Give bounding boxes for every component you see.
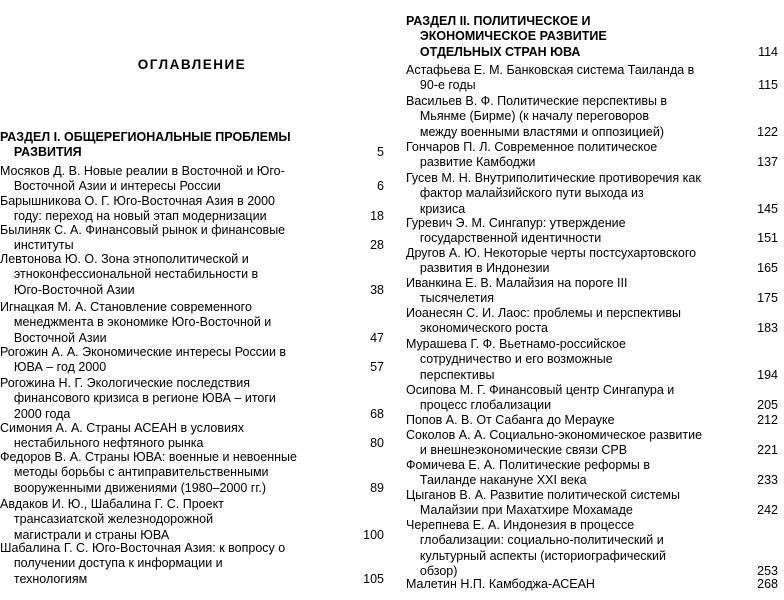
toc-page-number: 242 (757, 503, 778, 518)
toc-entry-line: РАЗВИТИЯ (0, 145, 82, 160)
toc-entry-line: финансового кризиса в регионе ЮВА – итоги (0, 391, 276, 406)
toc-page-number: 194 (757, 367, 778, 382)
toc-entry-text (406, 63, 778, 94)
toc-page-number: 105 (363, 571, 384, 586)
toc-entry (406, 488, 778, 519)
toc-page-number: 183 (757, 321, 778, 336)
toc-entry (406, 63, 778, 94)
toc-page-number: 6 (377, 179, 384, 194)
toc-entry-text (0, 300, 384, 346)
toc-entry-line: Другов А. Ю. Некоторые черты постсухартовского (406, 246, 697, 260)
toc-page-number: 115 (758, 78, 778, 93)
toc-entry-line: РАЗДЕЛ I. ОБЩЕРЕГИОНАЛЬНЫЕ ПРОБЛЕМЫ (0, 130, 291, 144)
toc-page-number: 18 (370, 209, 384, 224)
toc-entry (0, 252, 384, 298)
toc-entry-line: Астафьева Е. М. Банковская система Таиланда в (406, 63, 695, 77)
toc-page-number: 80 (370, 436, 384, 451)
toc-entry-line: Мьянме (Бирме) (к началу переговоров (406, 109, 650, 124)
toc-page-number: 175 (757, 291, 778, 306)
toc-entry-line: и внешнеэкономические связи СРВ (406, 443, 628, 458)
toc-entry-line: Рогожин А. А. Экономические интересы России в (0, 345, 287, 359)
toc-entry-line: Попов А. В. От Сабанга до Мерауке (406, 413, 615, 427)
toc-entry (0, 450, 384, 496)
toc-entry-line: Таиланде накануне XXI века (406, 473, 587, 488)
toc-page-number: 253 (757, 564, 778, 579)
toc-page-number: 233 (757, 473, 778, 488)
toc-entry (0, 164, 384, 195)
toc-entry (0, 194, 384, 225)
toc-section-heading (406, 14, 778, 60)
toc-entry-line: Иванкина Е. В. Малайзия на пороге III (406, 276, 628, 290)
toc-entry-line: государственной идентичности (406, 231, 602, 246)
toc-entry-line: получении доступа к информации и (0, 556, 223, 571)
toc-entry (406, 216, 778, 247)
toc-entry-line: кризиса (406, 201, 466, 216)
toc-page-number: 100 (363, 527, 384, 542)
toc-entry (0, 300, 384, 346)
toc-entry-line: Гусев М. Н. Внутриполитические противоречия как (406, 171, 701, 185)
toc-entry (406, 577, 778, 592)
toc-entry (406, 171, 778, 217)
toc-entry-text (0, 130, 384, 161)
toc-entry-line: культурный аспекты (историографический (406, 548, 666, 563)
toc-entry-line: Игнацкая М. А. Становление современного (0, 300, 252, 314)
toc-entry-text (0, 164, 384, 195)
toc-entry (406, 276, 778, 307)
toc-page-number: 145 (757, 201, 778, 216)
toc-page-number: 137 (757, 155, 778, 170)
toc-entry-line: технологиям (0, 571, 88, 586)
toc-entry-line: Шабалина Г. С. Юго-Восточная Азия: к вопросу о (0, 541, 286, 555)
toc-entry-line: фактор малайзийского пути выхода из (406, 186, 644, 201)
toc-entry-text (0, 252, 384, 298)
toc-page-number: 57 (370, 360, 384, 375)
toc-entry (0, 376, 384, 422)
toc-entry-text (406, 216, 778, 247)
toc-entry-text (406, 306, 778, 337)
toc-entry-line: нестабильного нефтяного рынка (0, 436, 204, 451)
toc-entry-text (0, 194, 384, 225)
toc-entry-line: Восточной Азии и интересы России (0, 179, 221, 194)
toc-entry-line: глобализации: социально-политический и (406, 533, 664, 548)
toc-entry-text (406, 337, 778, 383)
toc-entry-text (406, 276, 778, 307)
toc-page-number: 212 (757, 413, 778, 427)
toc-page-number: 221 (757, 443, 778, 458)
toc-page-number: 68 (370, 406, 384, 421)
toc-entry (406, 428, 778, 459)
toc-entry-line: магистрали и страны ЮВА (0, 527, 170, 542)
toc-entry-line: развития в Индонезии (406, 261, 550, 276)
toc-entry-text (0, 223, 384, 254)
toc-entry-line: Былиняк С. А. Финансовый рынок и финансовые (0, 223, 286, 237)
toc-entry-text (406, 246, 778, 277)
toc-entry (406, 306, 778, 337)
toc-entry-line: Левтонова Ю. О. Зона этнополитической и (0, 252, 249, 266)
toc-entry-text (0, 376, 384, 422)
toc-entry-line: Малайзии при Махатхире Мохамаде (406, 503, 633, 518)
toc-entry-line: перспективы (406, 367, 495, 382)
toc-entry-line: году: переход на новый этап модернизации (0, 209, 267, 224)
toc-entry-text (406, 428, 778, 459)
toc-page-number: 47 (370, 330, 384, 345)
toc-entry-text (0, 497, 384, 543)
toc-entry-text (406, 518, 778, 580)
toc-entry-line: 2000 года (0, 406, 71, 421)
toc-entry (0, 345, 384, 376)
toc-entry (406, 458, 778, 489)
toc-entry-text (0, 541, 384, 587)
toc-entry-text (406, 488, 778, 519)
toc-entry-line: ОТДЕЛЬНЫХ СТРАН ЮВА (406, 44, 581, 59)
toc-entry-line: Иоанесян С. И. Лаос: проблемы и перспективы (406, 306, 681, 320)
toc-page-number: 28 (370, 238, 384, 253)
toc-entry-line: Гончаров П. Л. Современное политическое (406, 140, 658, 154)
toc-page-number: 151 (757, 231, 778, 246)
toc-entry (406, 518, 778, 580)
toc-entry-line: методы борьбы с антиправительственными (0, 465, 269, 480)
toc-entry (406, 413, 778, 428)
toc-entry-line: Гуревич Э. М. Сингапур: утверждение (406, 216, 626, 230)
toc-entry-line: этноконфессиональной нестабильности в (0, 267, 259, 282)
toc-entry-text (406, 577, 778, 592)
toc-entry-line: Федоров В. А. Страны ЮВА: военные и невоенные (0, 450, 297, 464)
toc-entry-text (406, 171, 778, 217)
toc-entry-text (406, 413, 778, 428)
toc-page-number: 268 (757, 577, 778, 591)
toc-entry-line: сотрудничество и его возможные (406, 352, 613, 367)
toc-entry-line: Осипова М. Г. Финансовый центр Сингапура и (406, 383, 675, 397)
toc-entry (406, 246, 778, 277)
toc-section-heading (0, 130, 384, 161)
toc-entry-text (406, 458, 778, 489)
toc-entry-line: Мосяков Д. В. Новые реалии в Восточной и Юго- (0, 164, 285, 178)
toc-page-number: 38 (370, 282, 384, 297)
toc-entry-text (0, 450, 384, 496)
toc-entry-text (0, 345, 384, 376)
toc-entry-line: Мурашева Г. Ф. Вьетнамо-российское (406, 337, 626, 351)
toc-page-number: 5 (377, 145, 384, 160)
toc-entry-line: тысячелетия (406, 291, 494, 306)
toc-entry (0, 421, 384, 452)
toc-entry-text (0, 421, 384, 452)
toc-entry-line: Фомичева Е. А. Политические реформы в (406, 458, 651, 472)
toc-entry-line: ЭКОНОМИЧЕСКОЕ РАЗВИТИЕ (406, 29, 607, 44)
toc-entry-line: РАЗДЕЛ II. ПОЛИТИЧЕСКОЕ И (406, 14, 591, 28)
toc-entry-line: Восточной Азии (0, 330, 107, 345)
toc-entry (0, 497, 384, 543)
toc-entry-line: Симония А. А. Страны АСЕАН в условиях (0, 421, 245, 435)
toc-title: ОГЛАВЛЕНИЕ (137, 57, 247, 72)
toc-entry (406, 140, 778, 171)
toc-page-number: 205 (757, 398, 778, 413)
toc-entry-line: развитие Камбоджи (406, 155, 536, 170)
toc-entry-text (406, 94, 778, 140)
toc-entry (0, 541, 384, 587)
toc-entry-line: институты (0, 238, 74, 253)
toc-entry-line: обзор) (406, 564, 458, 579)
toc-entry (0, 223, 384, 254)
toc-page-number: 89 (370, 480, 384, 495)
toc-page-number: 165 (757, 261, 778, 276)
toc-entry-line: Юго-Восточной Азии (0, 282, 135, 297)
toc-entry-line: Соколов А. А. Социально-экономическое развитие (406, 428, 703, 442)
toc-entry-text (406, 14, 778, 60)
toc-entry-line: Авдаков И. Ю., Шабалина Г. С. Проект (0, 497, 224, 511)
toc-entry-line: между военными властями и оппозицией) (406, 124, 665, 139)
toc-entry-line: 90-е годы (406, 78, 476, 93)
toc-entry-line: Барышникова О. Г. Юго-Восточная Азия в 2000 (0, 194, 275, 208)
toc-entry-line: Рогожина Н. Г. Экологические последствия (0, 376, 251, 390)
toc-entry (406, 337, 778, 383)
toc-entry-text (406, 383, 778, 414)
toc-page-number: 114 (758, 44, 778, 59)
toc-entry-line: Малетин Н.П. Камбоджа-АСЕАН (406, 577, 595, 591)
toc-page-number: 122 (757, 124, 778, 139)
toc-entry-line: трансазиатской железнодорожной (0, 512, 214, 527)
toc-entry-text (406, 140, 778, 171)
toc-entry-line: вооруженными движениями (1980–2000 гг.) (0, 480, 267, 495)
toc-entry-line: ЮВА – год 2000 (0, 360, 107, 375)
toc-entry (406, 94, 778, 140)
toc-entry-line: Васильев В. Ф. Политические перспективы в (406, 94, 668, 108)
toc-entry-line: экономического роста (406, 321, 548, 336)
toc-entry-line: процесс глобализации (406, 398, 552, 413)
toc-entry-line: менеджмента в экономике Юго-Восточной и (0, 315, 272, 330)
toc-entry-line: Черепнева Е. А. Индонезия в процессе (406, 518, 635, 532)
toc-entry (406, 383, 778, 414)
toc-entry-line: Цыганов В. А. Развитие политической системы (406, 488, 680, 502)
